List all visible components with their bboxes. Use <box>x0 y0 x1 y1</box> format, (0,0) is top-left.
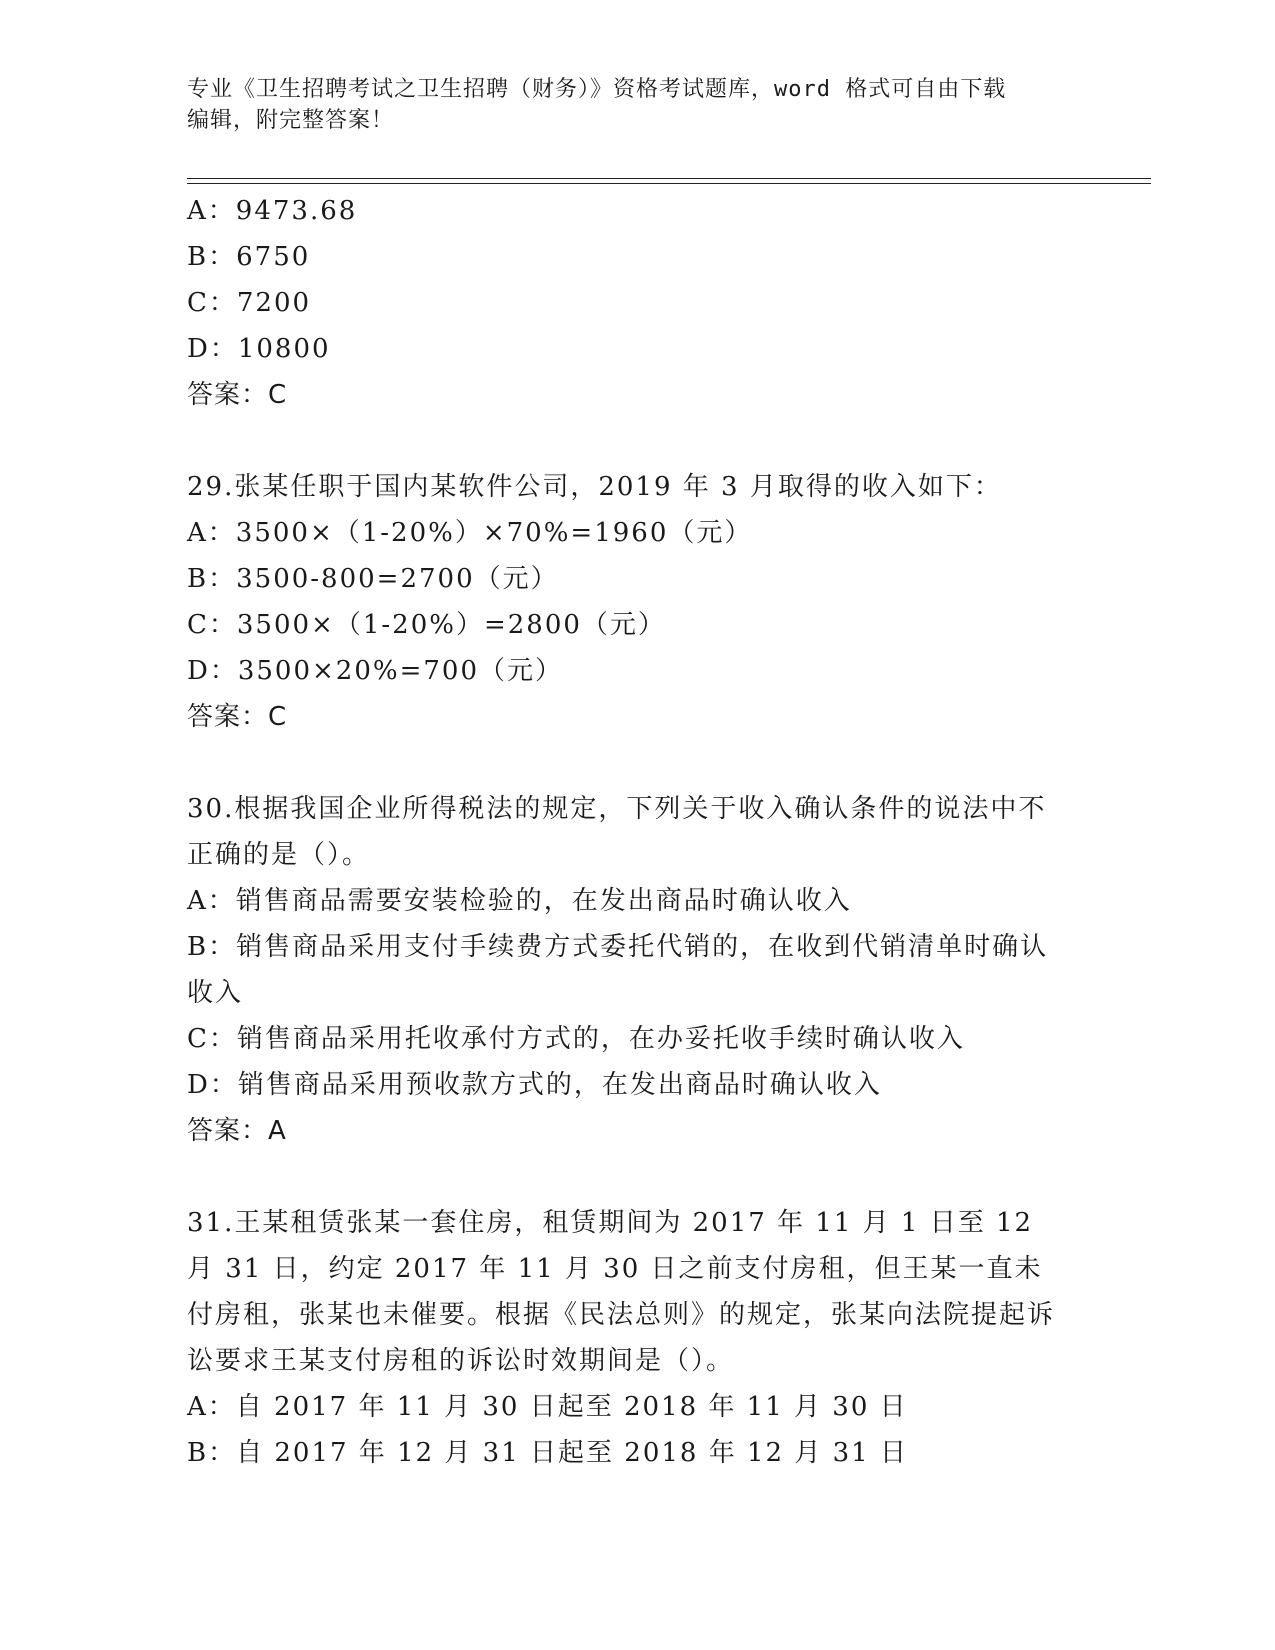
question-list <box>187 188 1067 1476</box>
option-d: D：销售商品采用预收款方式的，在发出商品时确认收入 <box>187 1070 882 1100</box>
answer-line: 答案：C <box>187 702 288 732</box>
question-block-29 <box>187 464 1067 740</box>
question-block-prev <box>187 188 1067 418</box>
question-stem: 30.根据我国企业所得税法的规定，下列关于收入确认条件的说法中不正确的是（）。 <box>187 794 1047 870</box>
answer-line: 答案：C <box>187 380 288 410</box>
option-b: B：6750 <box>187 242 311 272</box>
spacer <box>187 418 1067 464</box>
option-b: B：自 2017 年 12 月 31 日起至 2018 年 12 月 31 日 <box>187 1438 908 1468</box>
question-stem: 31.王某租赁张某一套住房，租赁期间为 2017 年 11 月 1 日至 12 月 31 日，约定 2017 年 11 月 30 日之前支付房租，但王某一直未付房租，张某也未催要。根据《民法总则》的规定，张某向法院提起诉讼要求王某支付房租的诉讼时效期间是（）。 <box>187 1208 1056 1376</box>
option-d: D：10800 <box>187 334 331 364</box>
header-line-2: 编辑，附完整答案！ <box>187 108 395 133</box>
option-a: A：9473.68 <box>187 196 358 226</box>
option-a: A：自 2017 年 11 月 30 日起至 2018 年 11 月 30 日 <box>187 1392 908 1422</box>
question-block-30 <box>187 786 1067 1154</box>
answer-line: 答案：A <box>187 1116 287 1146</box>
spacer <box>187 740 1067 786</box>
document-header <box>187 74 1067 136</box>
header-line-1: 专业《卫生招聘考试之卫生招聘（财务）》资格考试题库，word 格式可自由下载 <box>187 77 1007 102</box>
spacer <box>187 1154 1067 1200</box>
header-divider-bottom <box>187 183 1151 184</box>
option-c: C：3500×（1-20%）=2800（元） <box>187 610 666 640</box>
option-a: A：3500×（1-20%）×70%=1960（元） <box>187 518 753 548</box>
header-divider-top <box>187 178 1151 179</box>
option-b: B：3500-800=2700（元） <box>187 564 559 594</box>
option-c: C：7200 <box>187 288 312 318</box>
option-b: B：销售商品采用支付手续费方式委托代销的，在收到代销清单时确认收入 <box>187 932 1049 1008</box>
option-d: D：3500×20%=700（元） <box>187 656 563 686</box>
option-a: A：销售商品需要安装检验的，在发出商品时确认收入 <box>187 886 852 916</box>
question-block-31 <box>187 1200 1067 1476</box>
question-stem: 29.张某任职于国内某软件公司，2019 年 3 月取得的收入如下： <box>187 472 1002 502</box>
option-c: C：销售商品采用托收承付方式的，在办妥托收手续时确认收入 <box>187 1024 965 1054</box>
